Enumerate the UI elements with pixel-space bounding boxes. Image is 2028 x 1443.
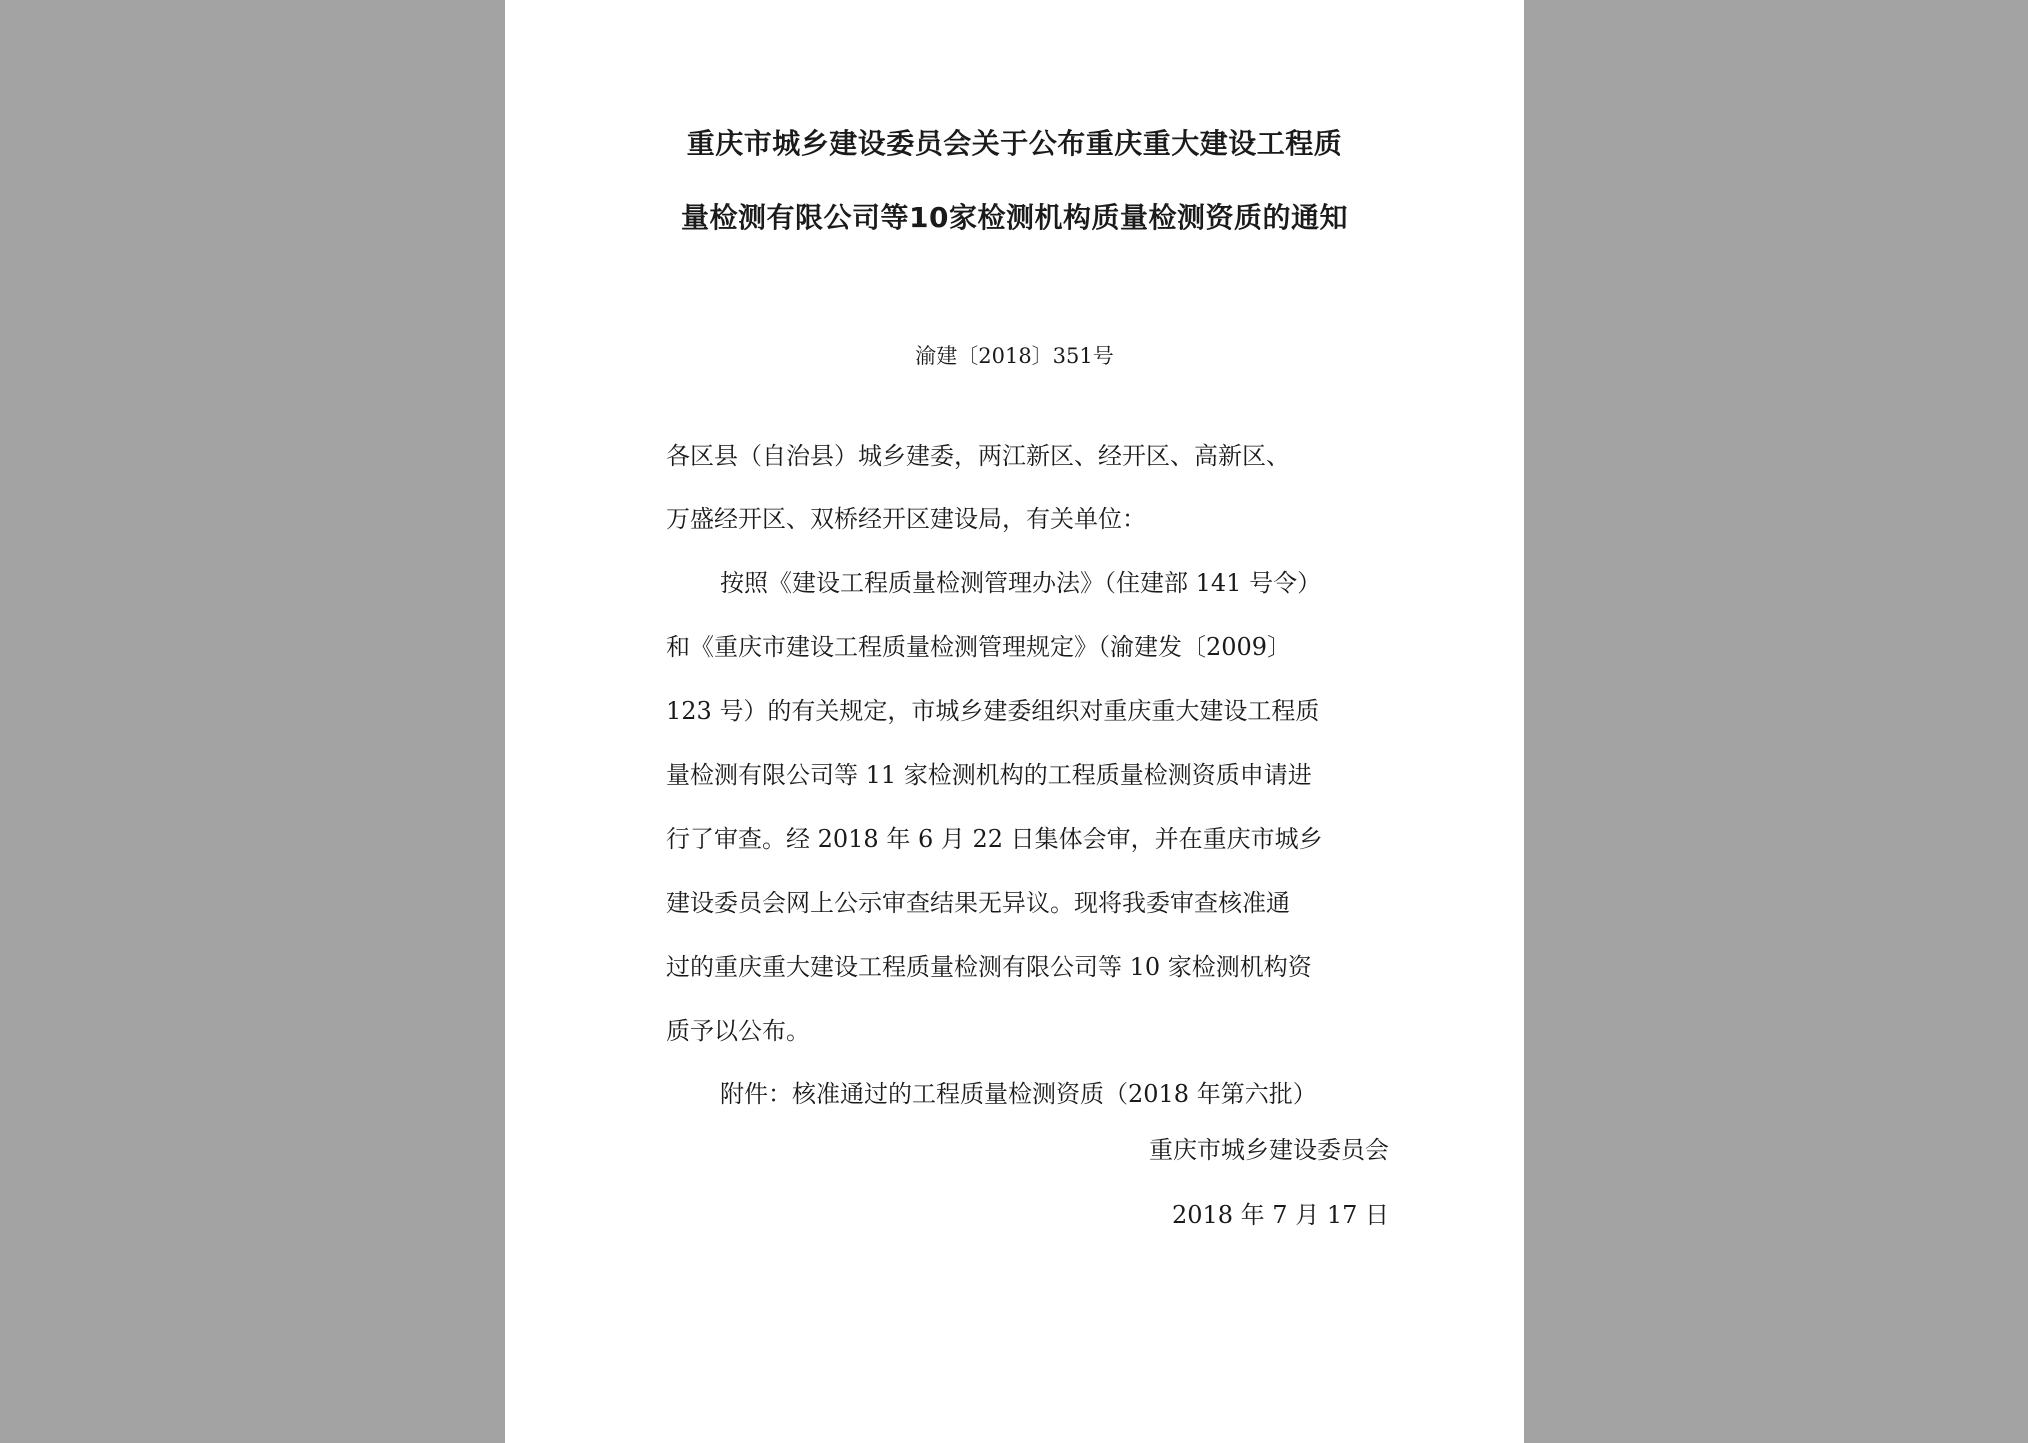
document-title-line-2: 量检测有限公司等10家检测机构质量检测资质的通知: [681, 201, 1348, 234]
body-line-6: 建设委员会网上公示审查结果无异议。现将我委审查核准通: [666, 889, 1290, 917]
body-line-2: 和《重庆市建设工程质量检测管理规定》（渝建发〔2009〕: [666, 633, 1292, 661]
addressee-line-1: 各区县（自治县）城乡建委，两江新区、经开区、高新区、: [666, 442, 1290, 470]
body-line-1: 按照《建设工程质量检测管理办法》（住建部 141 号令）: [720, 569, 1322, 597]
issuer-name: 重庆市城乡建设委员会: [1149, 1136, 1389, 1164]
body-line-7: 过的重庆重大建设工程质量检测有限公司等 10 家检测机构资: [666, 953, 1312, 981]
document-page: [505, 0, 1524, 1443]
body-line-5: 行了审查。经 2018 年 6 月 22 日集体会审，并在重庆市城乡: [666, 825, 1323, 853]
attachment-note: 附件：核准通过的工程质量检测资质（2018 年第六批）: [720, 1080, 1317, 1108]
body-line-3: 123 号）的有关规定，市城乡建委组织对重庆重大建设工程质: [666, 697, 1320, 725]
body-line-8: 质予以公布。: [666, 1017, 810, 1045]
addressee-line-2: 万盛经开区、双桥经开区建设局，有关单位：: [666, 505, 1146, 533]
issue-date: 2018 年 7 月 17 日: [1171, 1201, 1389, 1229]
document-number: 渝建〔2018〕351号: [915, 344, 1114, 368]
document-title-line-1: 重庆市城乡建设委员会关于公布重庆重大建设工程质: [686, 127, 1343, 160]
body-line-4: 量检测有限公司等 11 家检测机构的工程质量检测资质申请进: [666, 761, 1312, 789]
